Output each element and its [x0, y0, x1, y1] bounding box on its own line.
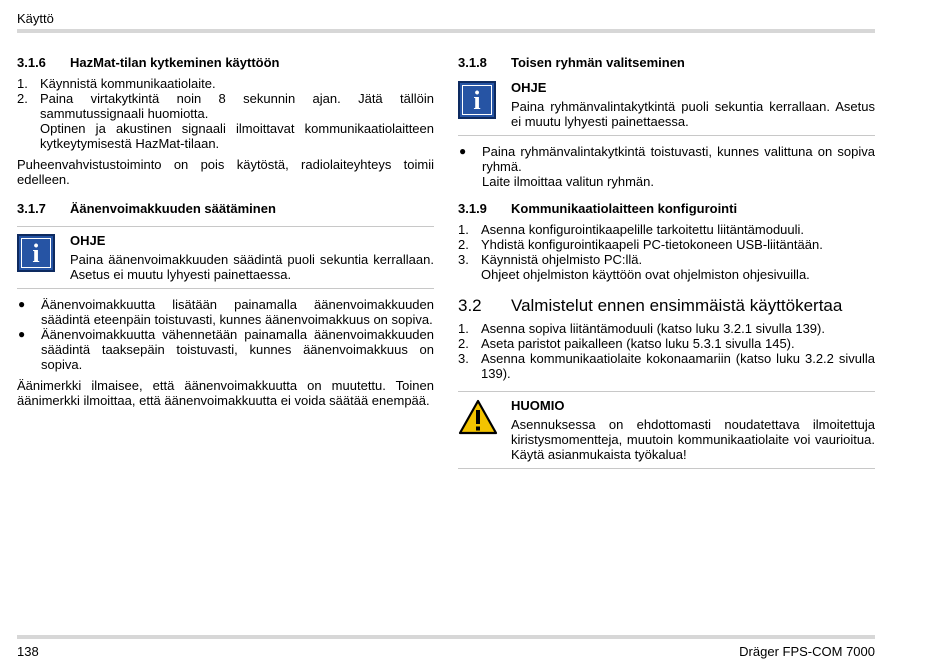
step-number: 2.: [17, 91, 28, 106]
section-heading-3-1-8: [458, 55, 875, 70]
section-heading-3-1-6: [17, 55, 434, 70]
step-text: Käynnistä ohjelmisto PC:llä.: [481, 252, 643, 267]
section-number: 3.2: [458, 296, 482, 315]
list-item: [17, 327, 434, 372]
bullet-text: Äänenvoimakkuutta lisätään painamalla äänenvoimakkuuden säädintä eteenpäin toistuvasti, kunnes äänenvoimakkuus on sopiva.: [41, 297, 434, 327]
step-number: 2.: [458, 237, 469, 252]
bullet-text: Äänenvoimakkuutta vähennetään painamalla äänenvoimakkuuden säädintä taaksepäin toistuvasti, kunnes äänenvoimakkuus on sopiva.: [41, 327, 434, 372]
list-item: [17, 297, 434, 327]
section-title: Valmistelut ennen ensimmäistä käyttökertaa: [511, 296, 843, 315]
note-text: Paina ryhmänvalintakytkintä puoli sekuntia kerrallaan. Asetus ei muutu lyhyesti painettaessa.: [511, 99, 875, 129]
warning-box: [458, 391, 875, 469]
bullet-icon: ●: [459, 144, 467, 158]
section-heading-3-1-9: [458, 201, 875, 216]
warning-text: Asennuksessa on ehdottomasti noudatettava ilmoitettuja kiristysmomentteja, muutoin kommunikaatiolaite voi vaurioitua. Käytä asianmukaista työkalua!: [511, 417, 875, 462]
steps-list-3-2: [458, 321, 875, 381]
step-text: Asenna konfigurointikaapelille tarkoitettu liitäntämoduuli.: [481, 222, 805, 237]
section-number: 3.1.8: [458, 55, 487, 70]
step-number: 1.: [17, 76, 28, 91]
note-title: OHJE: [511, 80, 547, 95]
bullet-icon: ●: [18, 327, 26, 341]
section-title: Äänenvoimakkuuden säätäminen: [70, 201, 276, 216]
list-item: [458, 222, 875, 237]
section-title: Kommunikaatiolaitteen konfigurointi: [511, 201, 738, 216]
running-header: Käyttö: [17, 11, 54, 26]
bullet-list-3-1-8: [458, 144, 875, 189]
note-box: [458, 76, 875, 136]
bullet-text: Paina ryhmänvalintakytkintä toistuvasti, kunnes valittuna on sopiva ryhmä.: [482, 144, 875, 174]
steps-list-3-1-6: [17, 76, 434, 151]
step-number: 3.: [458, 252, 469, 267]
note-title: OHJE: [70, 233, 106, 248]
info-icon: i: [458, 81, 496, 119]
list-item: [17, 91, 434, 151]
header-rule: [17, 29, 875, 33]
left-column: [17, 55, 434, 408]
warning-triangle-icon: [458, 399, 498, 435]
step-text: Asenna sopiva liitäntämoduuli (katso luku 3.2.1 sivulla 139).: [481, 321, 825, 336]
section-heading-3-1-7: [17, 201, 434, 216]
list-item: [458, 321, 875, 336]
note-box: [17, 226, 434, 289]
list-item: [458, 351, 875, 381]
step-text: Aseta paristot paikalleen (katso luku 5.3.1 sivulla 145).: [481, 336, 795, 351]
section-heading-3-2: [458, 296, 875, 316]
right-column: [458, 55, 875, 469]
step-text: Yhdistä konfigurointikaapeli PC-tietokoneen USB-liitäntään.: [481, 237, 823, 252]
section-number: 3.1.6: [17, 55, 46, 70]
bullet-icon: ●: [18, 297, 26, 311]
info-icon: i: [17, 234, 55, 272]
page-number: 138: [17, 644, 39, 659]
step-number: 1.: [458, 321, 469, 336]
bullet-list-3-1-7: [17, 297, 434, 372]
paragraph: Puheenvahvistustoiminto on pois käytöstä, radiolaiteyhteys toimii edelleen.: [17, 157, 434, 187]
step-text: Asenna kommunikaatiolaite kokonaamariin (katso luku 3.2.2 sivulla 139).: [481, 351, 875, 381]
footer-rule: [17, 635, 875, 639]
list-item: [458, 237, 875, 252]
warning-title: HUOMIO: [511, 398, 565, 413]
step-number: 1.: [458, 222, 469, 237]
step-text: Käynnistä kommunikaatiolaite.: [40, 76, 216, 91]
section-title: HazMat-tilan kytkeminen käyttöön: [70, 55, 280, 70]
paragraph: Äänimerkki ilmaisee, että äänenvoimakkuutta on muutettu. Toinen äänimerkki ilmoittaa, että äänenvoimakkuutta ei voida säätää enempää.: [17, 378, 434, 408]
step-text: Paina virtakytkintä noin 8 sekunnin ajan. Jätä tällöin sammutussignaali huomiotta.: [40, 91, 434, 121]
note-text: Paina äänenvoimakkuuden säädintä puoli sekuntia kerrallaan. Asetus ei muutu lyhyesti painettaessa.: [70, 252, 434, 282]
section-title: Toisen ryhmän valitseminen: [511, 55, 685, 70]
step-number: 2.: [458, 336, 469, 351]
step-result: Optinen ja akustinen signaali ilmoittavat kommunikaatiolaitteen kytkeytymisestä HazMat-tilaan.: [40, 121, 434, 151]
list-item: [458, 144, 875, 189]
list-item: [458, 336, 875, 351]
list-item: [17, 76, 434, 91]
bullet-result: Laite ilmoittaa valitun ryhmän.: [482, 174, 654, 189]
step-number: 3.: [458, 351, 469, 366]
section-number: 3.1.9: [458, 201, 487, 216]
step-result: Ohjeet ohjelmiston käyttöön ovat ohjelmiston ohjesivuilla.: [481, 267, 810, 282]
section-number: 3.1.7: [17, 201, 46, 216]
steps-list-3-1-9: [458, 222, 875, 282]
list-item: [458, 252, 875, 282]
product-name: Dräger FPS-COM 7000: [739, 644, 875, 659]
